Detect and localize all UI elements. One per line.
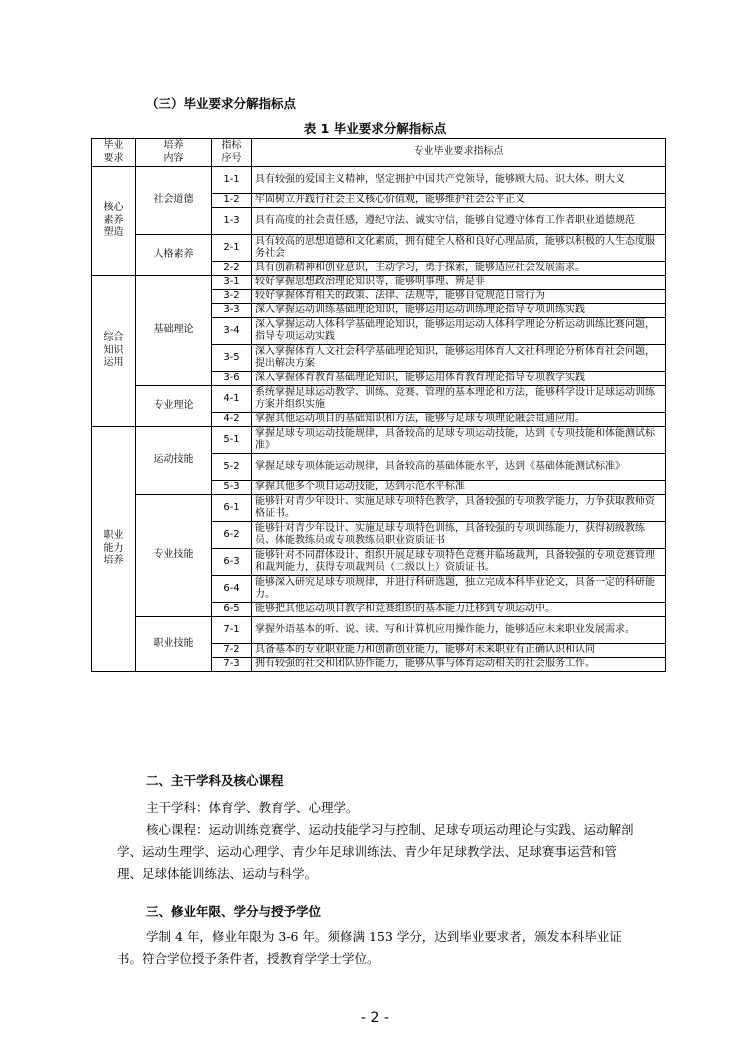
category-core: 核心 素养 塑造 [92, 167, 136, 276]
indicator-text: 能够把其他运动项目教学和竞赛组织的基本能力迁移到专项运动中。 [252, 603, 666, 617]
section-three-heading: 三、修业年限、学分与授予学位 [146, 904, 322, 919]
index-number: 4-2 [212, 413, 252, 427]
table-row [92, 276, 666, 290]
content-prof-skill: 专业技能 [136, 495, 212, 617]
disciplines-paragraph: 主干学科：体育学、教育学、心理学。 [146, 800, 359, 815]
category-career: 职业 能力 培养 [92, 427, 136, 672]
index-number: 4-1 [212, 386, 252, 413]
study-length-paragraph: 学制 4 年，修业年限为 3-6 年。须修满 153 学分，达到毕业要求者，颁发本科毕业证书。符合学位授予条件者，授教育学学士学位。 [117, 929, 622, 966]
index-number: 2-1 [212, 235, 252, 262]
courses-paragraph: 核心课程：运动训练竞赛学、运动技能学习与控制、足球专项运动理论与实践、运动解剖学、运动生理学、运动心理学、青少年足球训练法、青少年足球教学法、足球赛事运营和管理、足球体能训练法、运动与科学。 [117, 822, 634, 881]
indicator-text: 具有高度的社会责任感，遵纪守法、诚实守信，能够自觉遵守体育工作者职业道德规范 [252, 208, 666, 235]
indicator-text: 掌握其他多个项目运动技能，达到示范水平标准 [252, 481, 666, 495]
table-row [92, 386, 666, 413]
index-number: 7-2 [212, 644, 252, 658]
index-number: 5-1 [212, 427, 252, 454]
indicator-text: 掌握足球专项运动技能规律，具备较高的足球专项运动技能，达到《专项技能和体能测试标准》 [252, 427, 666, 454]
indicator-text: 能够针对不同群体设计、组织开展足球专项特色竞赛并临场裁判，具备较强的专项竞赛管理和裁判能力，获得专项裁判员（二级以上）资质证书。 [252, 549, 666, 576]
index-number: 3-6 [212, 372, 252, 386]
page-number: - 2 - [361, 1010, 389, 1026]
index-number: 6-3 [212, 549, 252, 576]
header-content: 培养 内容 [136, 139, 212, 167]
indicator-text: 掌握外语基本的听、说、读、写和计算机应用操作能力，能够适应未来职业发展需求。 [252, 617, 666, 644]
indicator-text: 牢固树立并践行社会主义核心价值观，能够维护社会公平正义 [252, 194, 666, 208]
index-number: 3-4 [212, 318, 252, 345]
indicator-text: 深入掌握体育教育基础理论知识，能够运用体育教育理论指导专项教学实践 [252, 372, 666, 386]
table-row [92, 235, 666, 262]
index-number: 3-1 [212, 276, 252, 290]
index-number: 6-4 [212, 576, 252, 603]
indicator-text: 具备基本的专业职业能力和创新创业能力，能够对未来职业有正确认识和认同 [252, 644, 666, 658]
table-header-row [92, 139, 666, 167]
header-indicator: 专业毕业要求指标点 [252, 139, 666, 167]
header-requirement: 毕业 要求 [92, 139, 136, 167]
table-row [92, 167, 666, 194]
requirements-table [91, 138, 666, 672]
category-knowledge: 综合 知识 运用 [92, 276, 136, 427]
content-personality: 人格素养 [136, 235, 212, 276]
content-sport-skill: 运动技能 [136, 427, 212, 495]
content-moral: 社会道德 [136, 167, 212, 235]
index-number: 1-3 [212, 208, 252, 235]
index-number: 2-2 [212, 262, 252, 276]
indicator-text: 具有创新精神和创业意识，主动学习，勇于探索，能够适应社会发展需求。 [252, 262, 666, 276]
section-two-heading: 二、主干学科及核心课程 [146, 773, 284, 788]
indicator-text: 能够针对青少年设计、实施足球专项特色训练，具备较强的专项训练能力，获得初级教练员、体能教练员或专项教练员职业资质证书 [252, 522, 666, 549]
section-heading: （三）毕业要求分解指标点 [146, 96, 297, 111]
index-number: 7-3 [212, 658, 252, 672]
index-number: 3-5 [212, 345, 252, 372]
indicator-text: 较好掌握思想政治理论知识等，能够明事理、辨是非 [252, 276, 666, 290]
index-number: 5-2 [212, 454, 252, 481]
content-prof-theory: 专业理论 [136, 386, 212, 427]
header-index: 指标 序号 [212, 139, 252, 167]
indicator-text: 系统掌握足球运动教学、训练、竞赛、管理的基本理论和方法，能够科学设计足球运动训练方案并组织实施 [252, 386, 666, 413]
table-row [92, 427, 666, 454]
indicator-text: 深入掌握体育人文社会科学基础理论知识，能够运用体育人文社科理论分析体育社会问题，提出解决方案 [252, 345, 666, 372]
index-number: 1-1 [212, 167, 252, 194]
indicator-text: 能够深入研究足球专项规律，并进行科研选题，独立完成本科毕业论文，具备一定的科研能力。 [252, 576, 666, 603]
table-row [92, 617, 666, 644]
indicator-text: 较好掌握体育相关的政策、法律、法规等，能够自觉规范日常行为 [252, 290, 666, 304]
index-number: 6-1 [212, 495, 252, 522]
index-number: 6-5 [212, 603, 252, 617]
table-row [92, 495, 666, 522]
content-basic-theory: 基础理论 [136, 276, 212, 386]
index-number: 3-2 [212, 290, 252, 304]
indicator-text: 掌握足球专项体能运动规律，具备较高的基础体能水平，达到《基础体能测试标准》 [252, 454, 666, 481]
index-number: 3-3 [212, 304, 252, 318]
indicator-text: 深入掌握运动人体科学基础理论知识，能够运用运动人体科学理论分析运动训练比赛问题，指导专项运动实践 [252, 318, 666, 345]
content-career-skill: 职业技能 [136, 617, 212, 672]
index-number: 7-1 [212, 617, 252, 644]
table-caption: 表 1 毕业要求分解指标点 [303, 121, 447, 136]
indicator-text: 具有较强的爱国主义精神，坚定拥护中国共产党领导，能够顾大局、识大体、明大义 [252, 167, 666, 194]
indicator-text: 能够针对青少年设计、实施足球专项特色教学，具备较强的专项教学能力，力争获取教师资格证书。 [252, 495, 666, 522]
index-number: 6-2 [212, 522, 252, 549]
indicator-text: 具有较高的思想道德和文化素质，拥有健全人格和良好心理品质，能够以积极的人生态度服务社会 [252, 235, 666, 262]
indicator-text: 深入掌握运动训练基础理论知识，能够运用运动训练理论指导专项训练实践 [252, 304, 666, 318]
index-number: 5-3 [212, 481, 252, 495]
indicator-text: 掌握其他运动项目的基础知识和方法，能够与足球专项理论融会贯通应用。 [252, 413, 666, 427]
index-number: 1-2 [212, 194, 252, 208]
indicator-text: 拥有较强的社交和团队协作能力，能够从事与体育运动相关的社会服务工作。 [252, 658, 666, 672]
